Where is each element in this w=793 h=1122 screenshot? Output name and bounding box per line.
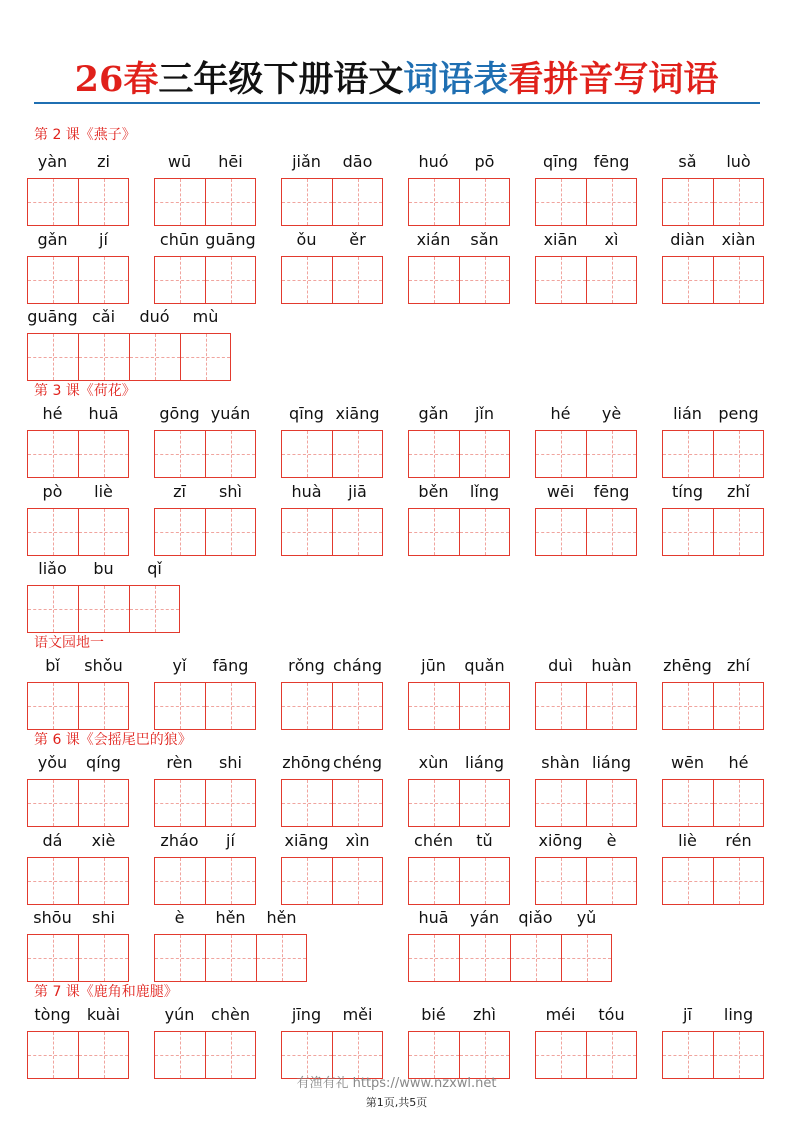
writing-cell[interactable] [27, 333, 78, 381]
section-heading: 语文园地一 [34, 635, 104, 651]
pinyin-label: sǎn [470, 229, 499, 249]
pinyin-label: bié [421, 1005, 446, 1024]
pinyin-label: peng [718, 404, 759, 423]
word-box [281, 753, 384, 827]
pinyin-label: yàn [37, 152, 68, 171]
pinyin-label: gǎn [37, 229, 68, 249]
writing-cell[interactable] [78, 508, 129, 556]
pinyin-label: chén [414, 830, 453, 850]
writing-cell[interactable] [713, 256, 764, 304]
pinyin-label: tǔ [476, 830, 493, 850]
writing-cell[interactable] [205, 430, 256, 478]
writing-cell[interactable] [27, 430, 78, 478]
writing-cell[interactable] [281, 178, 332, 226]
writing-cell[interactable] [154, 508, 205, 556]
pinyin-label: qīng [289, 404, 324, 423]
word-box [408, 152, 511, 226]
word-box [154, 656, 257, 730]
writing-cell[interactable] [180, 333, 231, 381]
writing-cell[interactable] [586, 682, 637, 730]
writing-cell[interactable] [332, 256, 383, 304]
writing-cell[interactable] [27, 508, 78, 556]
pinyin-label: jí [226, 830, 235, 850]
pinyin-label: shi [92, 908, 115, 927]
word-box [662, 152, 765, 226]
writing-cell[interactable] [78, 585, 129, 633]
pinyin-label: yán [469, 908, 500, 927]
pinyin-label: yún [164, 1005, 195, 1024]
writing-cell[interactable] [281, 682, 332, 730]
writing-cell[interactable] [713, 857, 764, 905]
word-box [27, 404, 130, 478]
writing-cell[interactable] [27, 256, 78, 304]
writing-cell[interactable] [713, 779, 764, 827]
writing-cell[interactable] [586, 178, 637, 226]
pinyin-label: qíng [86, 753, 121, 772]
pinyin-label: guāng [205, 229, 256, 249]
pinyin-label: rǒng [288, 656, 325, 675]
writing-cell[interactable] [27, 178, 78, 226]
writing-cell[interactable] [205, 256, 256, 304]
word-box [27, 908, 130, 982]
writing-cell[interactable] [662, 430, 713, 478]
writing-cell[interactable] [662, 857, 713, 905]
writing-cell[interactable] [281, 430, 332, 478]
pinyin-label: jiǎn [292, 152, 321, 171]
word-box [27, 656, 130, 730]
writing-cell[interactable] [535, 508, 586, 556]
pinyin-label: cǎi [91, 307, 116, 326]
pinyin-label: qǐ [147, 559, 162, 578]
section-heading: 第 6 课《会摇尾巴的狼》 [34, 732, 192, 748]
writing-cell[interactable] [662, 178, 713, 226]
writing-cell[interactable] [27, 857, 78, 905]
writing-cell[interactable] [78, 857, 129, 905]
pinyin-label: huó [418, 152, 449, 171]
pinyin-label: liǎo [38, 559, 67, 578]
writing-cell[interactable] [78, 934, 129, 982]
pinyin-label: zhēng [663, 656, 712, 675]
writing-cell[interactable] [332, 508, 383, 556]
writing-cell[interactable] [459, 256, 510, 304]
pinyin-label: huā [88, 404, 119, 423]
writing-cell[interactable] [332, 857, 383, 905]
writing-cell[interactable] [408, 256, 459, 304]
writing-cell[interactable] [332, 430, 383, 478]
section-heading: 第 3 课《荷花》 [34, 383, 136, 399]
pinyin-label: bǐ [45, 656, 60, 675]
pinyin-label: mù [192, 307, 219, 326]
word-box [27, 307, 232, 381]
pinyin-label: jí [99, 229, 108, 249]
pinyin-label: kuài [86, 1005, 121, 1024]
pinyin-label: fēng [593, 481, 630, 501]
word-box [281, 656, 384, 730]
writing-cell[interactable] [408, 430, 459, 478]
word-box [408, 656, 511, 730]
writing-cell[interactable] [78, 430, 129, 478]
pinyin-label: diàn [670, 229, 705, 249]
writing-cell[interactable] [205, 178, 256, 226]
writing-cell[interactable] [459, 779, 510, 827]
word-box [408, 830, 511, 905]
pinyin-label: rèn [166, 753, 193, 772]
writing-cell[interactable] [662, 256, 713, 304]
writing-cell[interactable] [205, 508, 256, 556]
writing-cell[interactable] [154, 857, 205, 905]
word-box [154, 404, 257, 478]
pinyin-label: zhōng [282, 753, 331, 772]
writing-cell[interactable] [586, 779, 637, 827]
word-box [27, 229, 130, 304]
pinyin-label: liáng [465, 753, 504, 772]
pinyin-label: yè [601, 404, 622, 423]
word-box [27, 152, 130, 226]
pinyin-label: wū [167, 152, 192, 171]
pinyin-label: dāo [342, 152, 373, 171]
word-box [281, 481, 384, 556]
writing-cell[interactable] [205, 779, 256, 827]
pinyin-label: shōu [33, 908, 72, 927]
word-box [535, 753, 638, 827]
writing-cell[interactable] [459, 682, 510, 730]
word-box [281, 404, 384, 478]
pinyin-label: méi [545, 1005, 576, 1024]
pinyin-label: yǒu [37, 753, 68, 772]
word-box [662, 656, 765, 730]
writing-cell[interactable] [154, 682, 205, 730]
pinyin-label: jiā [348, 481, 367, 501]
pinyin-label: zhí [727, 656, 750, 675]
writing-cell[interactable] [662, 779, 713, 827]
pinyin-label: qīng [543, 152, 578, 171]
writing-cell[interactable] [535, 682, 586, 730]
pinyin-label: pò [42, 481, 63, 501]
pinyin-label: huà [291, 481, 322, 501]
word-box [154, 229, 257, 304]
writing-cell[interactable] [459, 934, 510, 982]
writing-cell[interactable] [713, 682, 764, 730]
title-part: 看拼音写词语 [508, 59, 719, 100]
title-underline [34, 102, 760, 104]
title-part: 词语表 [403, 59, 509, 100]
word-box [662, 404, 765, 478]
word-box [408, 229, 511, 304]
writing-cell[interactable] [154, 779, 205, 827]
pinyin-label: xiāng [284, 830, 329, 850]
writing-cell[interactable] [459, 178, 510, 226]
writing-cell[interactable] [586, 430, 637, 478]
pinyin-label: shi [219, 753, 242, 772]
writing-cell[interactable] [332, 682, 383, 730]
pinyin-label: wēn [670, 753, 705, 772]
writing-cell[interactable] [256, 934, 307, 982]
pinyin-label: chūn [159, 229, 200, 249]
pinyin-label: guāng [27, 307, 78, 326]
pinyin-label: xiāng [335, 404, 380, 423]
pinyin-label: fāng [212, 656, 249, 675]
writing-cell[interactable] [662, 682, 713, 730]
writing-cell[interactable] [281, 857, 332, 905]
pinyin-label: xiè [91, 830, 116, 850]
pinyin-label: sǎ [678, 152, 697, 171]
word-box [281, 229, 384, 304]
pinyin-label: zhì [473, 1005, 496, 1024]
pinyin-label: jīng [291, 1005, 322, 1024]
word-box [154, 753, 257, 827]
pinyin-label: chèn [211, 1005, 250, 1024]
writing-cell[interactable] [281, 779, 332, 827]
word-box [662, 753, 765, 827]
pinyin-label: zī [173, 481, 186, 501]
page-title [0, 52, 793, 102]
word-box [662, 229, 765, 304]
writing-cell[interactable] [561, 934, 612, 982]
pinyin-label: quǎn [464, 656, 505, 675]
pinyin-label: liè [94, 481, 113, 501]
writing-cell[interactable] [459, 430, 510, 478]
word-box [27, 753, 130, 827]
writing-cell[interactable] [408, 934, 459, 982]
word-box [154, 481, 257, 556]
pinyin-label: wēi [546, 481, 575, 501]
writing-cell[interactable] [281, 256, 332, 304]
writing-cell[interactable] [535, 256, 586, 304]
pinyin-label: shì [219, 481, 242, 501]
writing-cell[interactable] [78, 779, 129, 827]
pinyin-label: hěn [266, 908, 297, 927]
pinyin-label: dá [42, 830, 63, 850]
writing-cell[interactable] [78, 256, 129, 304]
writing-cell[interactable] [78, 178, 129, 226]
word-box [281, 830, 384, 905]
writing-cell[interactable] [535, 857, 586, 905]
pinyin-label: duì [548, 656, 573, 675]
word-box [408, 908, 613, 982]
word-box [535, 656, 638, 730]
pinyin-label: zháo [160, 830, 199, 850]
section-heading: 第 7 课《鹿角和鹿腿》 [34, 984, 178, 1000]
writing-cell[interactable] [27, 682, 78, 730]
title-part: 26春 [74, 59, 159, 100]
pinyin-label: liáng [592, 753, 631, 772]
word-box [662, 481, 765, 556]
writing-cell[interactable] [154, 934, 205, 982]
writing-cell[interactable] [408, 857, 459, 905]
word-box [408, 404, 511, 478]
pinyin-label: běn [418, 481, 449, 501]
pinyin-label: liè [678, 830, 697, 850]
pinyin-label: è [606, 830, 617, 850]
word-box [408, 753, 511, 827]
pinyin-label: ǒu [296, 229, 317, 249]
pinyin-label: chéng [332, 753, 383, 772]
writing-cell[interactable] [408, 178, 459, 226]
writing-cell[interactable] [27, 934, 78, 982]
pinyin-label: gōng [159, 404, 200, 423]
writing-cell[interactable] [129, 585, 180, 633]
writing-cell[interactable] [332, 779, 383, 827]
writing-cell[interactable] [78, 682, 129, 730]
pinyin-label: huàn [591, 656, 632, 675]
pinyin-label: cháng [332, 656, 383, 675]
pinyin-label: měi [342, 1005, 373, 1024]
pinyin-label: xì [604, 229, 619, 249]
writing-cell[interactable] [78, 333, 129, 381]
pinyin-label: zhǐ [727, 481, 750, 501]
pinyin-label: fēng [593, 152, 630, 171]
writing-cell[interactable] [27, 585, 78, 633]
title-part: 三年级下册语文 [158, 59, 404, 100]
pinyin-label: lǐng [469, 481, 500, 501]
writing-cell[interactable] [205, 934, 256, 982]
watermark-text: 有渔有礼 https://www.nzxwl.net [296, 1076, 497, 1091]
pinyin-label: è [174, 908, 185, 927]
pinyin-label: yǔ [576, 908, 597, 927]
writing-cell[interactable] [535, 779, 586, 827]
word-box [535, 830, 638, 905]
pinyin-label: jūn [421, 656, 446, 675]
writing-cell[interactable] [586, 256, 637, 304]
pinyin-label: xiàn [721, 229, 756, 249]
pinyin-label: jǐn [474, 404, 495, 423]
writing-cell[interactable] [510, 934, 561, 982]
pinyin-label: yǐ [172, 656, 187, 675]
pinyin-label: pō [474, 152, 495, 171]
writing-cell[interactable] [408, 779, 459, 827]
pinyin-label: tòng [34, 1005, 71, 1024]
pinyin-label: hé [42, 404, 63, 423]
word-box [662, 830, 765, 905]
pinyin-label: gǎn [418, 404, 449, 423]
pinyin-label: xùn [418, 753, 449, 772]
word-box [154, 908, 308, 982]
pinyin-label: luò [726, 152, 751, 171]
word-box [535, 404, 638, 478]
pinyin-label: huā [418, 908, 449, 927]
writing-cell[interactable] [586, 508, 637, 556]
writing-cell[interactable] [535, 178, 586, 226]
pinyin-label: tíng [671, 481, 703, 501]
pinyin-label: hěn [215, 908, 246, 927]
writing-cell[interactable] [713, 508, 764, 556]
writing-cell[interactable] [459, 508, 510, 556]
writing-cell[interactable] [408, 508, 459, 556]
word-box [27, 830, 130, 905]
writing-cell[interactable] [154, 178, 205, 226]
word-box [27, 481, 130, 556]
writing-cell[interactable] [332, 178, 383, 226]
word-box [535, 229, 638, 304]
pinyin-label: rén [725, 830, 752, 850]
writing-cell[interactable] [408, 682, 459, 730]
pinyin-label: jī [683, 1005, 692, 1024]
pinyin-label: ling [723, 1005, 754, 1024]
pinyin-label: zi [97, 152, 110, 171]
word-box [408, 481, 511, 556]
pinyin-label: lián [673, 404, 702, 423]
pinyin-label: qiǎo [518, 908, 553, 927]
pinyin-label: hé [550, 404, 571, 423]
word-box [27, 559, 181, 633]
page-number: 第1页,共5页 [365, 1096, 428, 1109]
pinyin-label: xìn [345, 830, 370, 850]
section-heading: 第 2 课《燕子》 [34, 127, 136, 143]
pinyin-label: xián [416, 229, 451, 249]
writing-cell[interactable] [662, 508, 713, 556]
pinyin-label: hēi [218, 152, 243, 171]
pinyin-label: tóu [598, 1005, 625, 1024]
writing-cell[interactable] [459, 857, 510, 905]
pinyin-label: shǒu [84, 656, 123, 675]
writing-cell[interactable] [586, 857, 637, 905]
pinyin-label: shàn [541, 753, 580, 772]
word-box [535, 481, 638, 556]
writing-cell[interactable] [713, 178, 764, 226]
pinyin-label: ěr [349, 229, 366, 249]
pinyin-label: yuán [210, 404, 251, 423]
word-box [154, 152, 257, 226]
word-box [535, 152, 638, 226]
word-box [281, 152, 384, 226]
word-box [154, 830, 257, 905]
writing-cell[interactable] [129, 333, 180, 381]
writing-cell[interactable] [713, 430, 764, 478]
pinyin-label: bu [93, 559, 114, 578]
pinyin-label: duó [139, 307, 170, 326]
pinyin-label: hé [728, 753, 749, 772]
writing-cell[interactable] [205, 857, 256, 905]
writing-cell[interactable] [154, 430, 205, 478]
writing-cell[interactable] [154, 256, 205, 304]
pinyin-label: xiōng [538, 830, 583, 850]
writing-cell[interactable] [27, 779, 78, 827]
pinyin-label: xiān [543, 229, 578, 249]
writing-cell[interactable] [281, 508, 332, 556]
writing-cell[interactable] [205, 682, 256, 730]
writing-cell[interactable] [535, 430, 586, 478]
